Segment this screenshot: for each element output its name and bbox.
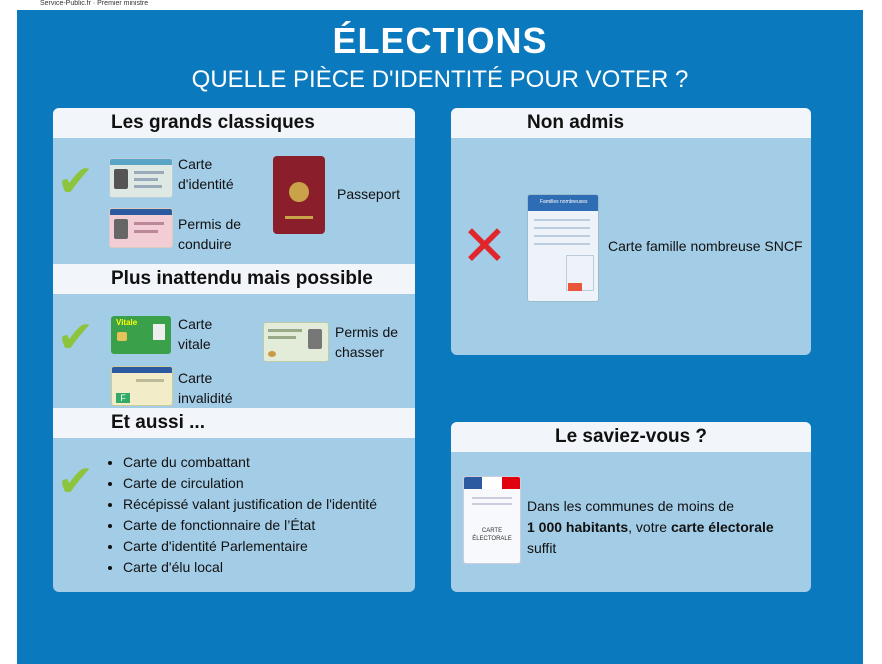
list-item: • Carte de fonctionnaire de l’État	[123, 515, 377, 536]
poster	[17, 10, 863, 664]
label-carte-identite: Carte d'identité	[178, 156, 234, 192]
list-item: • Carte d'élu local	[123, 557, 377, 578]
accepted-ids-panel	[53, 108, 415, 592]
page-subtitle: QUELLE PIÈCE D'IDENTITÉ POUR VOTER ?	[191, 66, 689, 93]
section-heading-classiques: Les grands classiques	[53, 108, 415, 138]
list-item: • Carte de circulation	[123, 473, 377, 494]
label-carte-invalidite: Carte invalidité	[178, 370, 233, 406]
label-permis-conduire: Permis de conduire	[178, 216, 242, 252]
driving-license-icon	[109, 208, 173, 248]
voter-card-icon: CARTE ÉLECTORALE	[463, 476, 521, 564]
did-you-know-panel	[451, 422, 811, 592]
label-carte-vitale: Carte vitale	[178, 316, 213, 352]
check-icon: ✔	[57, 313, 94, 362]
credit-text: Service-Public.fr · Premier ministre	[40, 0, 149, 7]
hunting-license-icon	[263, 322, 329, 362]
section-heading-inattendu: Plus inattendu mais possible	[53, 264, 415, 294]
list-item: • Carte d'identité Parlementaire	[123, 536, 377, 557]
section-heading-saviez: Le saviez-vous ?	[451, 422, 811, 452]
did-you-know-text: Dans les communes de moins de 1 000 habitants, votre carte électorale suffit	[527, 498, 774, 556]
id-card-icon	[109, 158, 173, 198]
check-icon: ✔	[57, 157, 94, 206]
label-carte-famille-nombreuse: Carte famille nombreuse SNCF	[608, 238, 803, 254]
page-title: ÉLECTIONS	[332, 20, 548, 61]
list-item: • Carte du combattant	[123, 452, 377, 473]
label-passeport: Passeport	[337, 186, 401, 202]
vitale-card-icon: Vitale	[111, 316, 171, 354]
check-icon: ✔	[57, 457, 94, 506]
sncf-card-icon: Familles nombreuses	[527, 194, 599, 302]
other-ids-list	[105, 452, 377, 578]
passport-icon	[273, 156, 325, 234]
not-accepted-panel	[451, 108, 811, 355]
cross-icon: ✕	[461, 214, 508, 277]
section-heading-non-admis: Non admis	[451, 108, 811, 138]
label-permis-chasser: Permis de chasser	[335, 324, 399, 360]
disability-card-icon: F	[111, 366, 173, 406]
list-item: • Récépissé valant justification de l'identité	[123, 494, 377, 515]
section-heading-aussi: Et aussi ...	[53, 408, 415, 438]
